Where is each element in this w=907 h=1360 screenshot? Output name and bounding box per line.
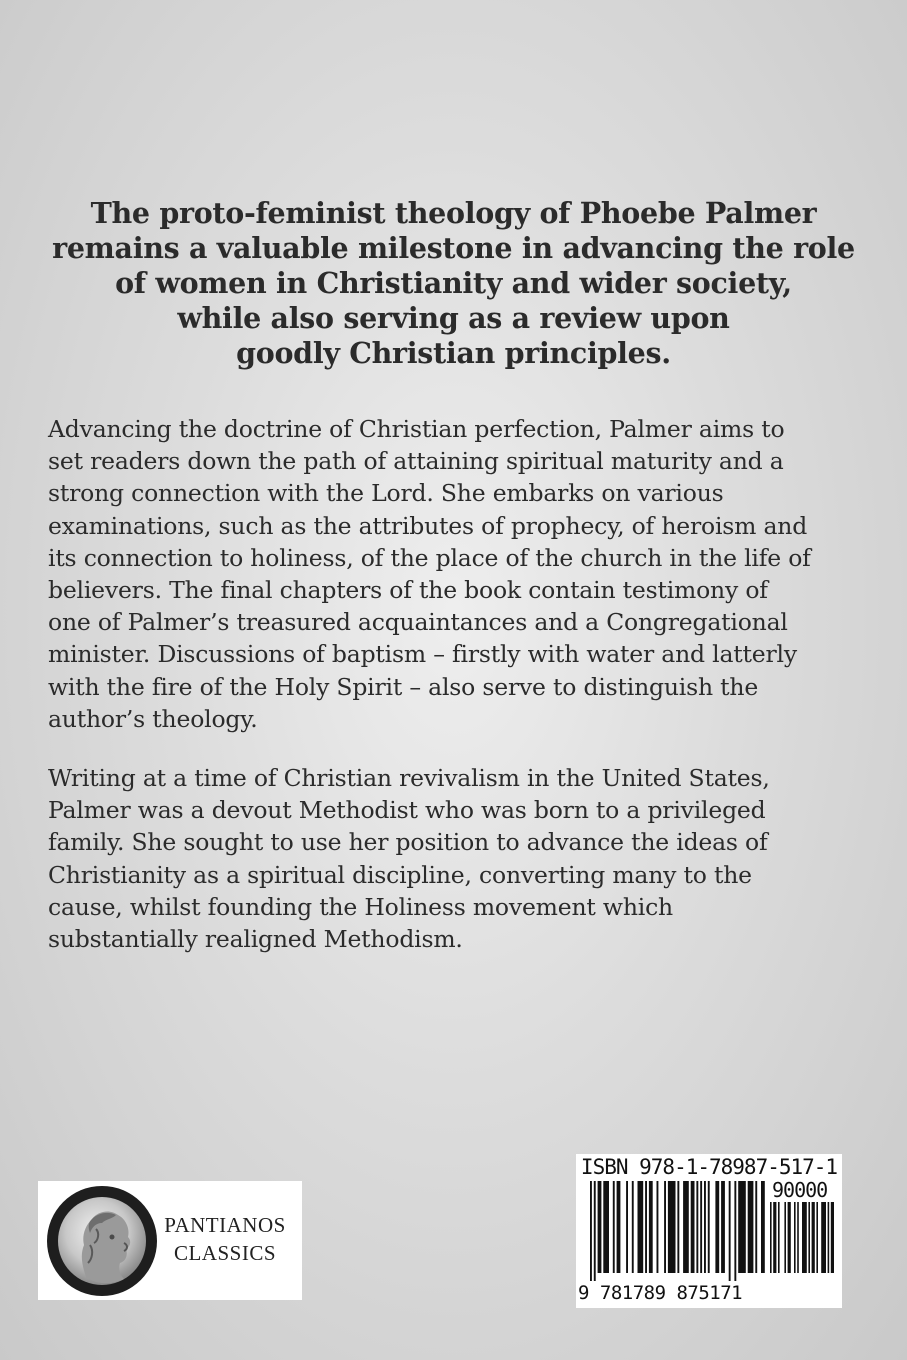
publisher-name bbox=[160, 1211, 290, 1267]
tagline-line: The proto-feminist theology of Phoebe Palmer bbox=[90, 196, 817, 230]
paragraph-line: Writing at a time of Christian revivalism in the United States, bbox=[48, 764, 770, 792]
paragraph-line: Advancing the doctrine of Christian perfection, Palmer aims to bbox=[48, 415, 785, 443]
addon-barcode-bars bbox=[770, 1202, 836, 1281]
paragraph-line: believers. The final chapters of the book contain testimony of bbox=[48, 576, 768, 605]
tagline-line: of women in Christianity and wider society, bbox=[115, 266, 792, 300]
paragraph-line: Palmer was a devout Methodist who was born to a privileged bbox=[48, 796, 766, 825]
paragraph-line: family. She sought to use her position to advance the ideas of bbox=[48, 828, 768, 857]
tagline-line: goodly Christian principles. bbox=[236, 336, 671, 370]
coin-portrait-icon bbox=[46, 1185, 158, 1297]
ean-digits: 9 781789 875171 bbox=[578, 1282, 743, 1304]
paragraph-line: set readers down the path of attaining spiritual maturity and a bbox=[48, 447, 784, 476]
paragraph-line: Christianity as a spiritual discipline, converting many to the bbox=[48, 860, 752, 889]
paragraph-line: cause, whilst founding the Holiness movement which bbox=[48, 892, 673, 921]
paragraph-line: with the fire of the Holy Spirit – also serve to distinguish the bbox=[48, 672, 759, 701]
description-paragraph-1 bbox=[48, 413, 868, 735]
tagline bbox=[40, 196, 867, 371]
paragraph-line: examinations, such as the attributes of prophecy, of heroism and bbox=[48, 511, 808, 540]
isbn-barcode bbox=[576, 1154, 842, 1308]
paragraph-line: author’s theology. bbox=[48, 704, 258, 733]
paragraph-line: its connection to holiness, of the place of the church in the life of bbox=[48, 543, 811, 572]
price-code: 90000 bbox=[772, 1178, 828, 1202]
isbn-label: ISBN 978-1-78987-517-1 bbox=[580, 1155, 838, 1179]
paragraph-line: one of Palmer’s treasured acquaintances and a Congregational bbox=[48, 608, 788, 637]
publisher-name-line-2: CLASSICS bbox=[173, 1241, 277, 1265]
paragraph-line: strong connection with the Lord. She embarks on various bbox=[48, 479, 724, 508]
description-paragraph-2 bbox=[48, 762, 868, 955]
tagline-line: while also serving as a review upon bbox=[177, 301, 730, 335]
barcode-bars bbox=[590, 1181, 766, 1281]
publisher-logo bbox=[38, 1181, 302, 1300]
publisher-name-line-1: PANTIANOS bbox=[164, 1213, 286, 1237]
paragraph-line: substantially realigned Methodism. bbox=[48, 925, 463, 954]
tagline-line: remains a valuable milestone in advancing the role bbox=[52, 231, 855, 265]
paragraph-line: minister. Discussions of baptism – firstly with water and latterly bbox=[48, 640, 797, 669]
